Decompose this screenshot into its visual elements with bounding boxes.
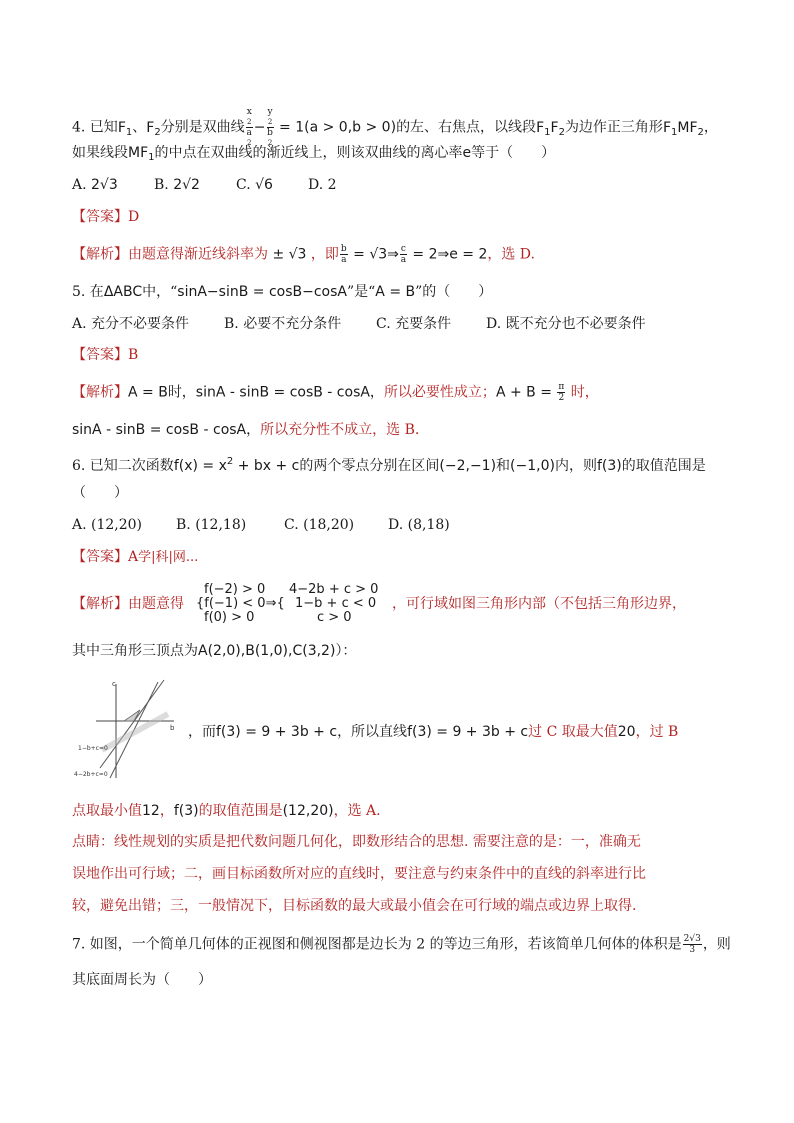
q6-text: 内，则 [554, 458, 597, 474]
c-axis-label: c [112, 680, 116, 688]
q4-line1 [72, 107, 718, 148]
q6-text: 和 [496, 458, 511, 474]
exp-text: ，选 D. [487, 246, 535, 263]
q5-explanation-2 [72, 420, 419, 440]
a-equals-b: A = B [375, 284, 416, 300]
b-over-a: $\frac{b}{a}$ [340, 244, 347, 265]
triangle-abc: ΔABC [103, 284, 143, 300]
exp-text: 由题意得渐近线斜率为 [128, 246, 268, 263]
exp-math: = 2⇒e = 2 [407, 246, 488, 263]
q6-option-a: A. (12,20) [72, 517, 143, 533]
condition: sinA−sinB = cosB−cosA [177, 284, 347, 300]
answer-tag: 【答案】 [72, 549, 128, 565]
q6-text: 6. 已知二次函数 [72, 458, 174, 474]
q4-text: 如果线段 [72, 145, 128, 161]
line-1-label: 1−b+c=0 [78, 745, 108, 752]
exp-text: 所以必要性成立； [383, 384, 496, 401]
exp-math: ± √3 [268, 246, 311, 263]
q6-conclusion [72, 801, 381, 821]
sep: 、 [132, 119, 147, 136]
q5-text: 5. 在 [72, 284, 104, 300]
b-axis-label: b [170, 724, 175, 732]
q6-explanation-label [72, 594, 184, 614]
q7-line1 [72, 934, 731, 955]
exp-text: 所以充分性不成立，选 B. [260, 422, 420, 438]
q6-line2 [72, 483, 128, 503]
exp-text: ，所以直线 [337, 724, 408, 740]
exp-text: ，过 B [635, 724, 679, 740]
fx-def: $f(x) = x^2$ + bx + c [173, 456, 300, 474]
explanation-tag: 【解析】 [72, 384, 128, 401]
minus: − [253, 119, 266, 136]
q4-text: 4. 已知 [72, 119, 118, 136]
q4-option-d: D. 2 [308, 177, 337, 193]
exp-math: (12,20) [282, 803, 334, 819]
mf1: $MF_1$ [128, 145, 155, 163]
q5-text: ”的（ ） [415, 284, 493, 300]
system-right: 4−2b + c > 0 1−b + c < 0 c > 0 [289, 582, 379, 625]
exp-math: f(3) = 9 + 3b + c [407, 724, 529, 740]
answer-tag: 【答案】 [72, 209, 128, 225]
system-left: f(−2) > 0 {f(−1) < 0⇒{ f(0) > 0 [196, 582, 285, 625]
x-frac: x 2 a 2 [246, 107, 252, 147]
q6-option-b: B. (12,18) [176, 517, 247, 533]
q6-option-d: D. (8,18) [388, 517, 450, 533]
f3: f(3) [596, 458, 622, 474]
q6-note-1: 点睛：线性规划的实质是把代数问题几何化，即数形结合的思想. 需要注意的是：一，准确无 [72, 834, 641, 850]
q4-explanation [72, 244, 535, 265]
vertices: A(2,0),B(1,0),C(3,2) [198, 643, 336, 659]
exp-text: 时， [566, 384, 599, 401]
exp-text: ）： [335, 643, 357, 659]
q5-explanation [72, 382, 599, 403]
exp-text: 点取最小值 [72, 803, 142, 819]
exp-text: 过 C 取最大值 [528, 724, 618, 740]
exp-text: ，而 [188, 724, 216, 740]
q6-after-graph [188, 722, 678, 742]
line-2-label: 4−2b+c=0 [74, 771, 108, 778]
q6-explanation-cont [392, 594, 686, 614]
answer-tag: 【答案】 [72, 347, 128, 363]
q4-answer [72, 207, 139, 227]
q6-options [72, 515, 450, 535]
q6-vertices [72, 641, 356, 661]
c-over-a: $\frac{c}{a}$ [400, 244, 407, 265]
exp-text: 由题意得 [128, 596, 184, 612]
q4-text: ， [703, 119, 718, 136]
exp-text: ， [159, 803, 174, 819]
exp-text: ，可行域如图三角形内部（不包括三角形边界， [392, 596, 686, 612]
interval-2: (−1,0) [510, 458, 555, 474]
q5-answer [72, 345, 138, 365]
exp-text: 的取值范围是 [198, 803, 283, 819]
q6-option-c: C. (18,20) [284, 517, 355, 533]
q6-text: 的取值范围是 [621, 458, 706, 474]
q7-text: 其底面周长为（ ） [72, 972, 212, 988]
seg: $F_1F_2$ [536, 119, 565, 138]
f2: $F_2$ [146, 119, 161, 138]
q5-option-d: D. 既不充分也不必要条件 [486, 316, 646, 332]
exp-math: 12 [142, 803, 160, 819]
q6-line1 [72, 452, 706, 476]
q7-text: ，则 [702, 936, 731, 953]
feasible-region-graph [72, 678, 182, 782]
q6-text: 的两个零点分别在区间 [299, 458, 440, 474]
triangle: $F_1MF_2$ [662, 119, 704, 138]
e-var: e [462, 145, 472, 161]
q5-line1 [72, 282, 492, 302]
explanation-tag: 【解析】 [72, 596, 128, 612]
q4-text: 的左、右焦点，以线段 [396, 119, 537, 136]
q4-option-b: B. 2√2 [154, 177, 200, 193]
exp-math: f(3) = 9 + 3b + c [216, 724, 338, 740]
exp-text: ，选 A. [333, 803, 381, 819]
q4-line2 [72, 143, 555, 168]
exp-math: A = B时，sinA - sinB = cosB - cosA， [128, 384, 384, 401]
q4-text: 分别是双曲线 [160, 119, 245, 136]
answer-value: B [128, 347, 139, 363]
exp-math: sinA - sinB = cosB - cosA， [72, 422, 261, 438]
y-frac: y 2 b 2 [267, 107, 273, 147]
q5-option-c: C. 充要条件 [376, 316, 452, 332]
q7-line2 [72, 970, 212, 990]
graph-svg [72, 678, 182, 782]
watermark-text: 学|科|网... [138, 550, 199, 565]
exp-math: f(3) [173, 803, 199, 819]
q4-options [72, 175, 337, 195]
q6-note-2: 误地作出可行域；二，画目标函数所对应的直线时，要注意与约束条件中的直线的斜率进行比 [72, 866, 646, 882]
exp-math: 20 [617, 724, 636, 740]
q4-option-a: A. 2√3 [72, 177, 118, 193]
hyperbola-eq: = 1(a > 0,b > 0) [274, 119, 397, 136]
exp-text: ，即 [310, 246, 339, 263]
q5-options [72, 314, 646, 334]
q5-option-b: B. 必要不充分条件 [224, 316, 342, 332]
f1: $F_1$ [117, 119, 133, 138]
volume-frac: $\frac{2√3}{3}$ [683, 934, 701, 955]
q6-note-3: 较，避免出错；三，一般情况下，目标函数的最大或最小值会在可行域的端点或边界上取得. [72, 898, 637, 914]
q4-text: 为边作正三角形 [564, 119, 663, 136]
q4-text: 等于（ ） [471, 145, 556, 161]
exp-math: = √3⇒ [348, 246, 399, 263]
q6-text: （ ） [72, 485, 128, 501]
q6-answer [72, 547, 198, 568]
interval-1: (−2,−1) [439, 458, 497, 474]
q4-option-c: C. √6 [236, 177, 273, 193]
q4-text: 的中点在双曲线的渐近线上，则该双曲线的离心率 [154, 145, 463, 161]
exp-text: 其中三角形三顶点为 [72, 643, 198, 659]
answer-value: A [128, 549, 139, 565]
answer-value: D [128, 209, 140, 225]
pi-over-2: $\frac{\pi}{2}$ [558, 382, 565, 403]
q5-option-a: A. 充分不必要条件 [72, 316, 190, 332]
q7-text: 7. 如图，一个简单几何体的正视图和侧视图都是边长为 2 的等边三角形，若该简单几何体的体积是 [72, 936, 682, 953]
q5-text: 中，“ [142, 284, 178, 300]
explanation-tag: 【解析】 [72, 246, 128, 263]
exp-math: A + B = [495, 384, 557, 401]
q5-text: ”是“ [346, 284, 376, 300]
